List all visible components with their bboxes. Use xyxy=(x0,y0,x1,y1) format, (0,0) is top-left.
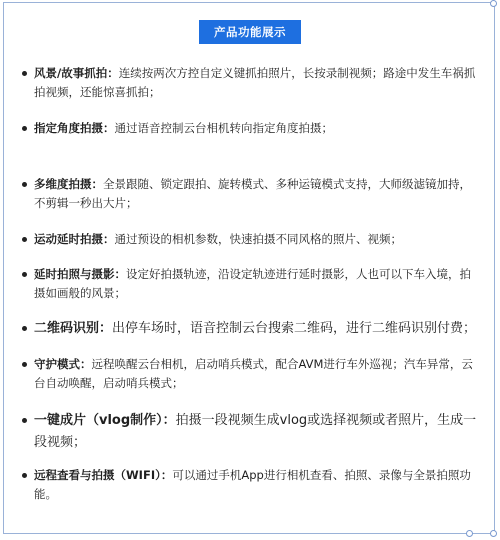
feature-item-qrcode xyxy=(22,318,478,340)
bullet-icon xyxy=(22,326,27,331)
feature-item-angle xyxy=(22,119,478,138)
feature-label: 运动延时拍摄： xyxy=(34,232,115,246)
feature-text: 通过语音控制云台相机转向指定角度拍摄； xyxy=(114,121,333,135)
bullet-icon xyxy=(22,71,27,76)
section-title: 产品功能展示 xyxy=(199,20,301,44)
feature-text: 可以通过手机App进行相机查看、拍照、录像与全景拍照功能。 xyxy=(34,468,471,501)
feature-text: 拍摄一段视频生成vlog或选择视频或者照片，生成一段视频； xyxy=(34,413,477,450)
feature-item-scenery xyxy=(22,64,478,102)
bullet-icon xyxy=(22,237,27,242)
frame-handle-bottom-right[interactable] xyxy=(490,530,497,537)
feature-label: 指定角度拍摄： xyxy=(34,121,115,135)
feature-label: 风景/故事抓拍： xyxy=(34,66,119,80)
bullet-icon xyxy=(22,126,27,131)
feature-label: 守护模式： xyxy=(34,357,92,371)
feature-item-multidim xyxy=(22,175,478,213)
feature-text: 全景跟随、锁定跟拍、旋转模式、多种运镜模式支持，大师级滤镜加持，不剪辑一秒出大片； xyxy=(34,177,471,210)
feature-text: 出停车场时，语音控制云台搜索二维码，进行二维码识别付费； xyxy=(112,321,477,336)
bullet-icon xyxy=(22,473,27,478)
feature-item-timelapse xyxy=(22,265,478,303)
feature-text: 连续按两次方控自定义键抓拍照片，长按录制视频；路途中发生车祸抓拍视频，还能惊喜抓拍； xyxy=(34,66,476,99)
bullet-icon xyxy=(22,418,27,423)
feature-item-guard xyxy=(22,355,478,393)
frame-handle-bottom[interactable] xyxy=(466,530,473,537)
feature-label: 多维度拍摄： xyxy=(34,177,103,191)
feature-text: 设定好拍摄轨迹，沿设定轨迹进行延时摄影，人也可以下车入境，拍摄如画般的风景； xyxy=(34,267,471,300)
feature-item-motion-lapse xyxy=(22,230,478,249)
feature-item-vlog xyxy=(22,410,478,454)
feature-label: 延时拍照与摄影： xyxy=(34,267,126,281)
bullet-icon xyxy=(22,362,27,367)
feature-label: 远程查看与拍摄（WIFI）： xyxy=(34,468,173,482)
feature-label: 二维码识别： xyxy=(34,321,113,336)
feature-text: 远程唤醒云台相机，启动哨兵模式，配合AVM进行车外巡视；汽车异常，云台自动唤醒，启动哨兵模式； xyxy=(34,357,473,390)
bullet-icon xyxy=(22,272,27,277)
feature-item-remote xyxy=(22,466,478,504)
feature-label: 一键成片（vlog制作）： xyxy=(34,413,176,428)
feature-text: 通过预设的相机参数，快速拍摄不同风格的照片、视频； xyxy=(114,232,402,246)
bullet-icon xyxy=(22,182,27,187)
frame-handle-top-right[interactable] xyxy=(490,0,497,7)
